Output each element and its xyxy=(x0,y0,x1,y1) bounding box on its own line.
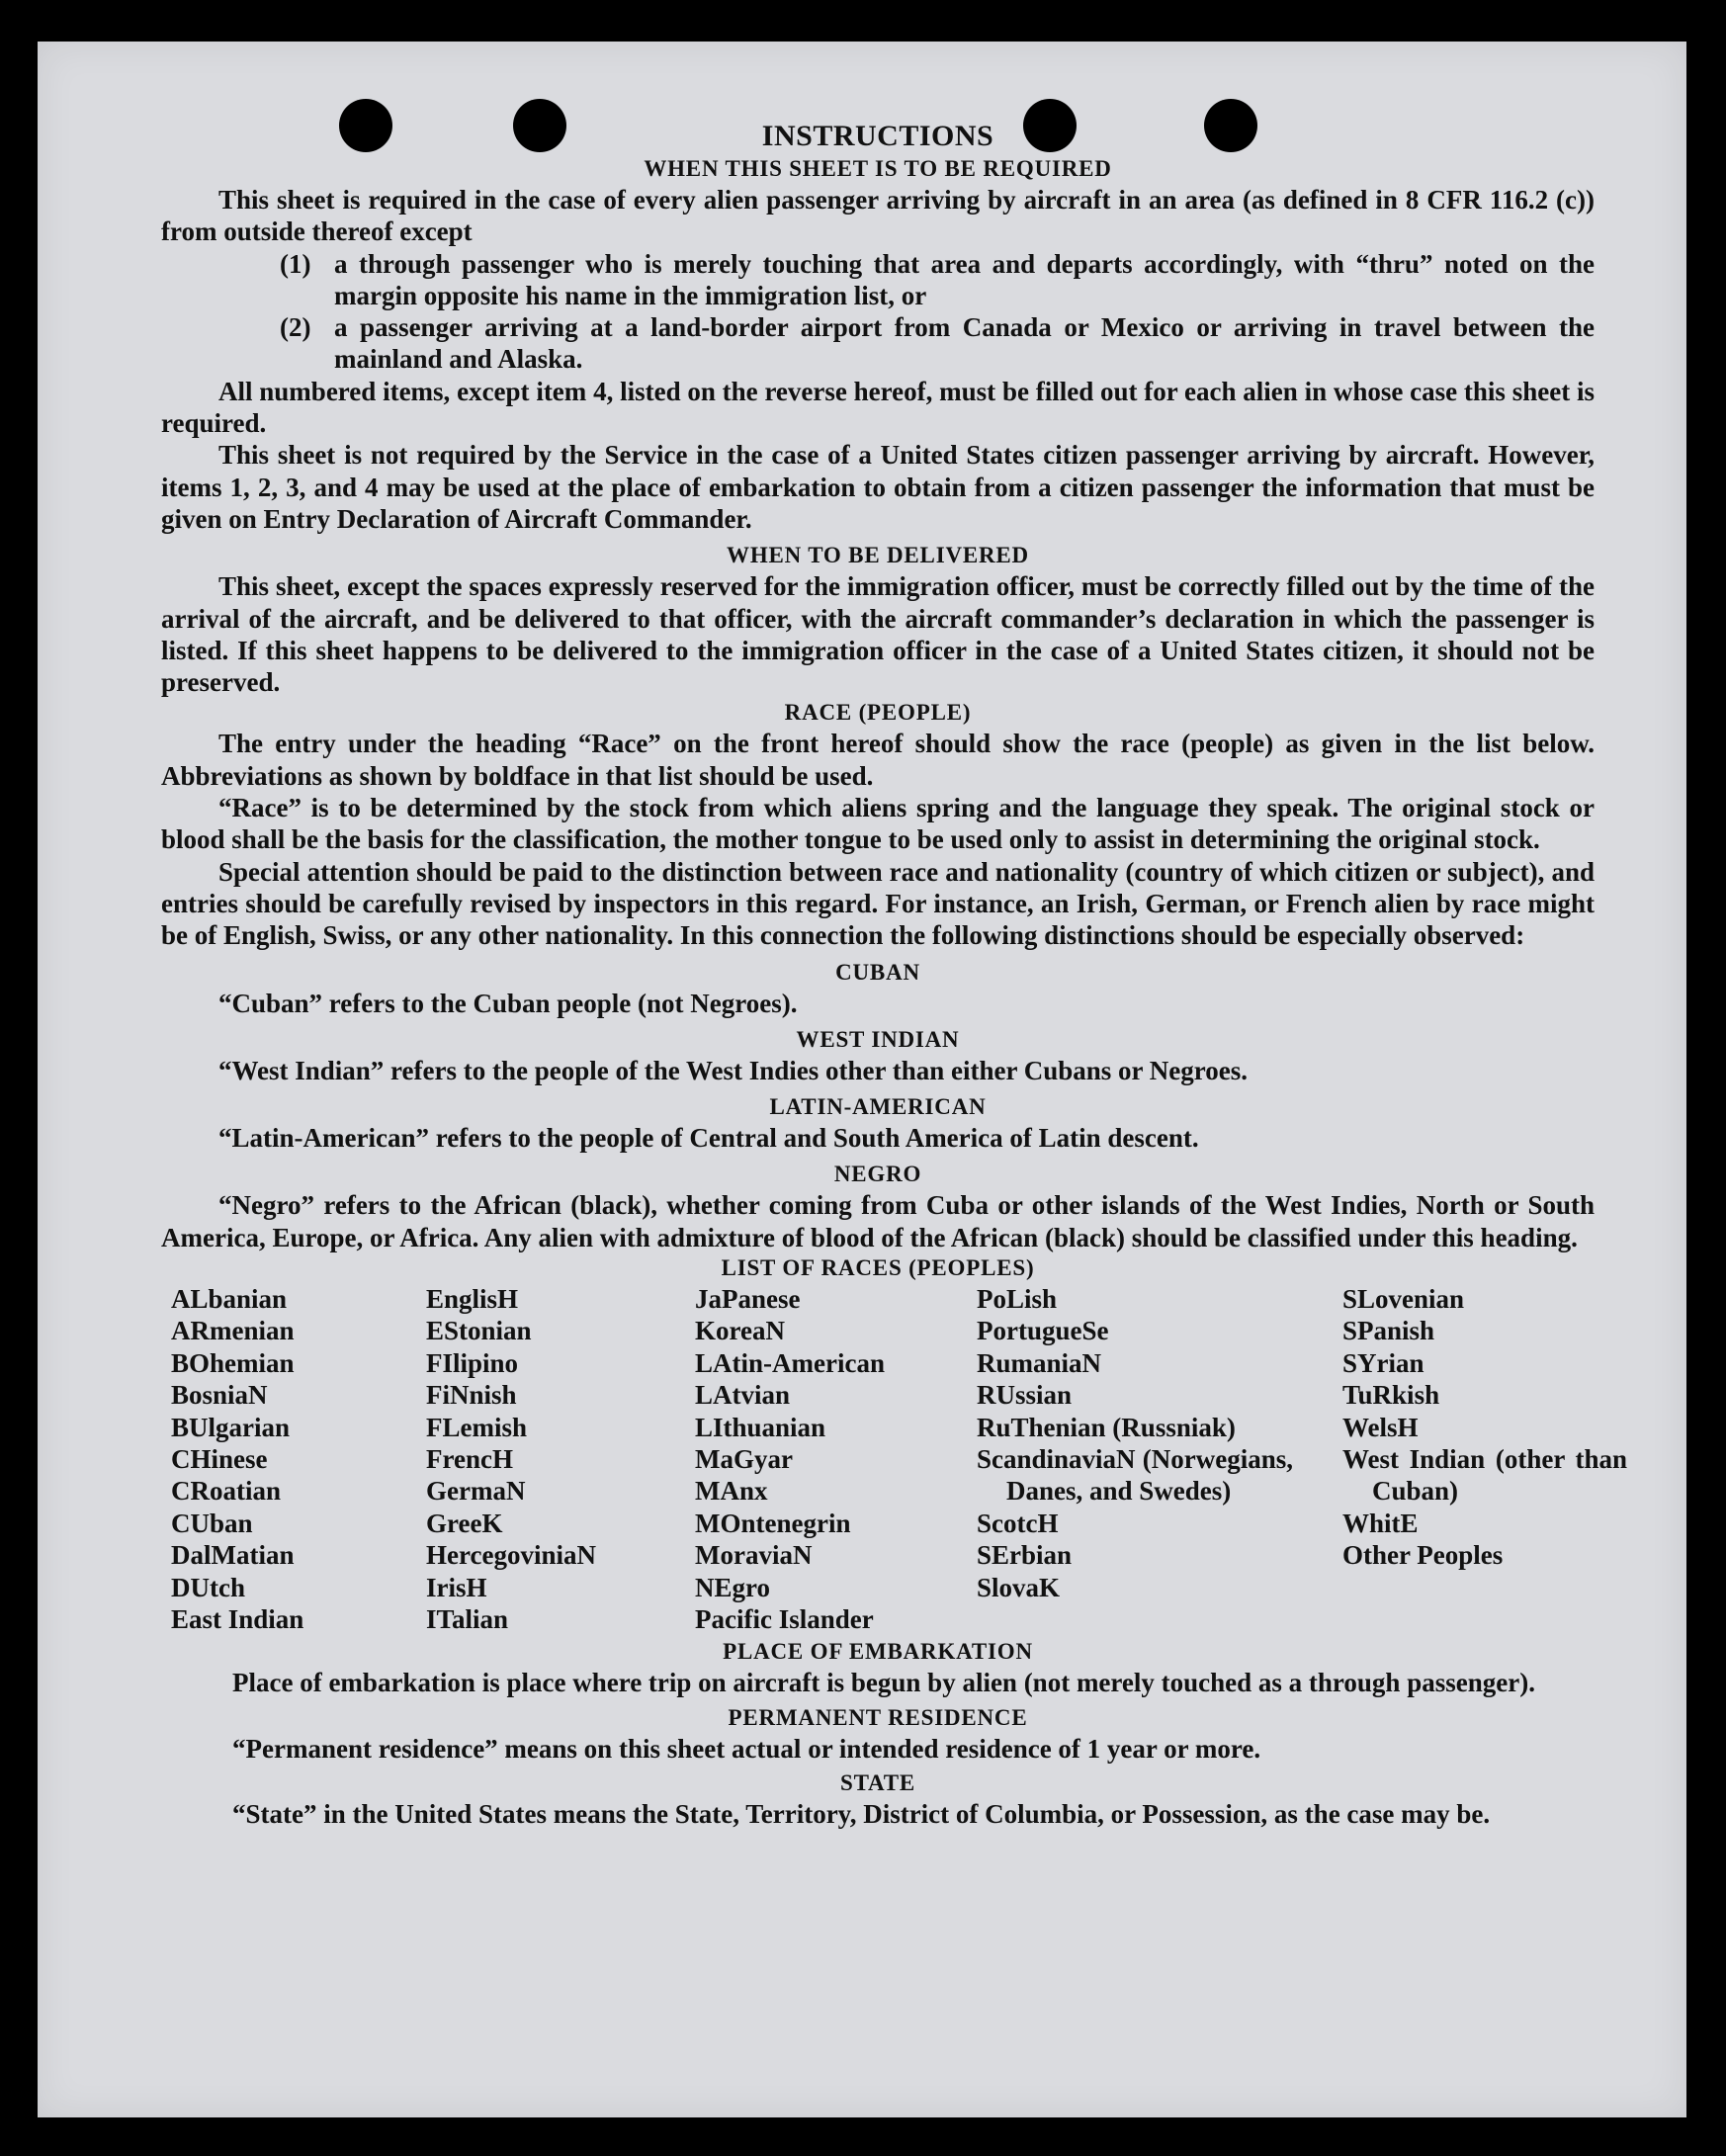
race-entry: SErbian xyxy=(977,1540,1073,1571)
race-entry: BosniaN xyxy=(171,1380,268,1411)
heading-west-indian: WEST INDIAN xyxy=(796,1026,960,1052)
race-entry: ITalian xyxy=(426,1604,509,1635)
paragraph: “Race” is to be determined by the stock from which aliens spring and the language they speak. The original stock or blood shall be the basis for the classification, the mother tongue to be used only to assist in determining the original stock. xyxy=(161,793,1595,855)
race-entry: PoLish xyxy=(977,1284,1058,1315)
races-column xyxy=(171,1283,426,1635)
paragraph: “State” in the United States means the State, Territory, District of Columbia, or Possession, as the case may be. xyxy=(232,1799,1491,1830)
exception-item xyxy=(161,311,1595,376)
race-entry: DalMatian xyxy=(171,1540,295,1571)
paragraph: Special attention should be paid to the distinction between race and nationality (country of which citizen or subject), and entries should be carefully revised by inspectors in this regard. For instance, an Irish, German, or French alien by race might be of English, Swiss, or any other nationality. In this connection the following distinctions should be especially observed: xyxy=(161,856,1595,951)
races-column xyxy=(977,1283,1342,1635)
race-entry: MaGyar xyxy=(695,1444,793,1475)
item-text: a through passenger who is merely touching that area and departs accordingly, with “thru” noted on the margin opposite his name in the immigration list, or xyxy=(334,248,1595,310)
race-entry: RuThenian (Russniak) xyxy=(977,1412,1236,1442)
heading-cuban: CUBAN xyxy=(835,959,920,985)
paragraph: This sheet, except the spaces expressly reserved for the immigration officer, must be correctly filled out by the time of the arrival of the aircraft, and be delivered to that officer, with the aircraft commander’s declaration in which the passenger is listed. If this sheet happens to be delivered to the immigration officer in the case of a United States citizen, it should not be preserved. xyxy=(161,571,1595,698)
races-column xyxy=(1342,1283,1627,1635)
paragraph: This sheet is required in the case of every alien passenger arriving by aircraft in an area (as defined in 8 CFR 116.2 (c)) from outside thereof except xyxy=(161,185,1595,247)
race-entry: SYrian xyxy=(1342,1347,1424,1378)
exception-item xyxy=(161,248,1595,312)
race-entry: CHinese xyxy=(171,1444,268,1475)
heading-list-of-races: LIST OF RACES (PEOPLES) xyxy=(721,1255,1035,1281)
races-list xyxy=(171,1283,1627,1635)
race-entry: MOntenegrin xyxy=(695,1508,851,1538)
heading-when-delivered: WHEN TO BE DELIVERED xyxy=(727,543,1029,568)
race-entry: RUssian xyxy=(977,1380,1073,1411)
race-entry: BOhemian xyxy=(171,1347,295,1378)
paragraph: The entry under the heading “Race” on the front hereof should show the race (people) as given in the list below. Abbreviations as shown by boldface in that list should be used. xyxy=(161,729,1595,791)
race-entry: SPanish xyxy=(1342,1316,1435,1346)
races-column xyxy=(695,1283,977,1635)
race-entry: JaPanese xyxy=(695,1284,801,1315)
paragraph: “Permanent residence” means on this sheet actual or intended residence of 1 year or more. xyxy=(232,1733,1261,1764)
race-entry: SLovenian xyxy=(1342,1284,1465,1315)
race-entry: LAtvian xyxy=(695,1380,791,1411)
paragraph: Place of embarkation is place where trip on aircraft is begun by alien (not merely touched as a through passenger). xyxy=(232,1668,1535,1698)
races-column xyxy=(426,1283,695,1635)
paragraph: “Cuban” refers to the Cuban people (not Negroes). xyxy=(218,988,798,1018)
heading-race: RACE (PEOPLE) xyxy=(784,700,972,726)
race-entry: CUban xyxy=(171,1508,253,1538)
race-entry: BUlgarian xyxy=(171,1412,291,1442)
race-entry: TuRkish xyxy=(1342,1380,1440,1411)
race-entry: KoreaN xyxy=(695,1316,785,1346)
race-entry: ScandinaviaN (Norwegians, Danes, and Swedes) xyxy=(977,1444,1293,1507)
heading-permanent-residence: PERMANENT RESIDENCE xyxy=(728,1704,1028,1730)
item-number: (2) xyxy=(280,312,311,343)
race-entry: CRoatian xyxy=(171,1476,282,1507)
race-entry: ARmenian xyxy=(171,1316,295,1346)
race-entry: Other Peoples xyxy=(1342,1540,1504,1571)
race-entry: West Indian (other than Cuban) xyxy=(1342,1444,1627,1507)
paragraph: “Negro” refers to the African (black), whether coming from Cuba or other islands of the West Indies, North or South America, Europe, or Africa. Any alien with admixture of blood of the African (black) should be classified under this heading. xyxy=(161,1190,1595,1252)
race-entry: WhitE xyxy=(1342,1508,1419,1538)
race-entry: LIthuanian xyxy=(695,1412,826,1442)
race-entry: FiNnish xyxy=(426,1380,517,1411)
race-entry: EnglisH xyxy=(426,1284,519,1315)
race-entry: WelsH xyxy=(1342,1412,1419,1442)
race-entry: ScotcH xyxy=(977,1508,1059,1538)
paragraph: “West Indian” refers to the people of the West Indies other than either Cubans or Negroes. xyxy=(218,1055,1249,1085)
instructions-body xyxy=(161,119,1627,1830)
race-entry: DUtch xyxy=(171,1572,245,1602)
race-entry: ALbanian xyxy=(171,1284,288,1315)
race-entry: GreeK xyxy=(426,1508,503,1538)
paragraph: All numbered items, except item 4, listed on the reverse hereof, must be filled out for each alien in whose case this sheet is required. xyxy=(161,376,1595,439)
item-text: a passenger arriving at a land-border airport from Canada or Mexico or arriving in travel between the mainland and Alaska. xyxy=(334,312,1595,375)
heading-negro: NEGRO xyxy=(833,1162,922,1187)
race-entry: HercegoviniaN xyxy=(426,1540,596,1571)
race-entry: NEgro xyxy=(695,1572,771,1602)
race-entry: RumaniaN xyxy=(977,1347,1102,1378)
paragraph: This sheet is not required by the Service in the case of a United States citizen passenger arriving by aircraft. However, items 1, 2, 3, and 4 may be used at the place of embarkation to obtain from a citizen passenger the information that must be given on Entry Declaration of Aircraft Commander. xyxy=(161,440,1595,534)
race-entry: SlovaK xyxy=(977,1572,1061,1602)
race-entry: MoraviaN xyxy=(695,1540,813,1571)
heading-when-required: WHEN THIS SHEET IS TO BE REQUIRED xyxy=(644,156,1112,181)
race-entry: GermaN xyxy=(426,1476,526,1507)
paragraph: “Latin-American” refers to the people of Central and South America of Latin descent. xyxy=(218,1123,1199,1154)
race-entry: FLemish xyxy=(426,1412,528,1442)
heading-state: STATE xyxy=(839,1770,915,1796)
race-entry: EStonian xyxy=(426,1316,532,1346)
race-entry: PortugueSe xyxy=(977,1316,1109,1346)
race-entry: East Indian xyxy=(171,1604,304,1635)
heading-latin-american: LATIN-AMERICAN xyxy=(769,1094,987,1120)
race-entry: IrisH xyxy=(426,1572,487,1602)
page-title: INSTRUCTIONS xyxy=(761,120,994,152)
race-entry: FIlipino xyxy=(426,1347,519,1378)
race-entry: LAtin-American xyxy=(695,1347,885,1378)
race-entry: Pacific Islander xyxy=(695,1604,874,1635)
race-entry: FrencH xyxy=(426,1444,513,1475)
race-entry: MAnx xyxy=(695,1476,768,1507)
item-number: (1) xyxy=(280,248,311,279)
heading-place-of-embarkation: PLACE OF EMBARKATION xyxy=(723,1639,1033,1665)
